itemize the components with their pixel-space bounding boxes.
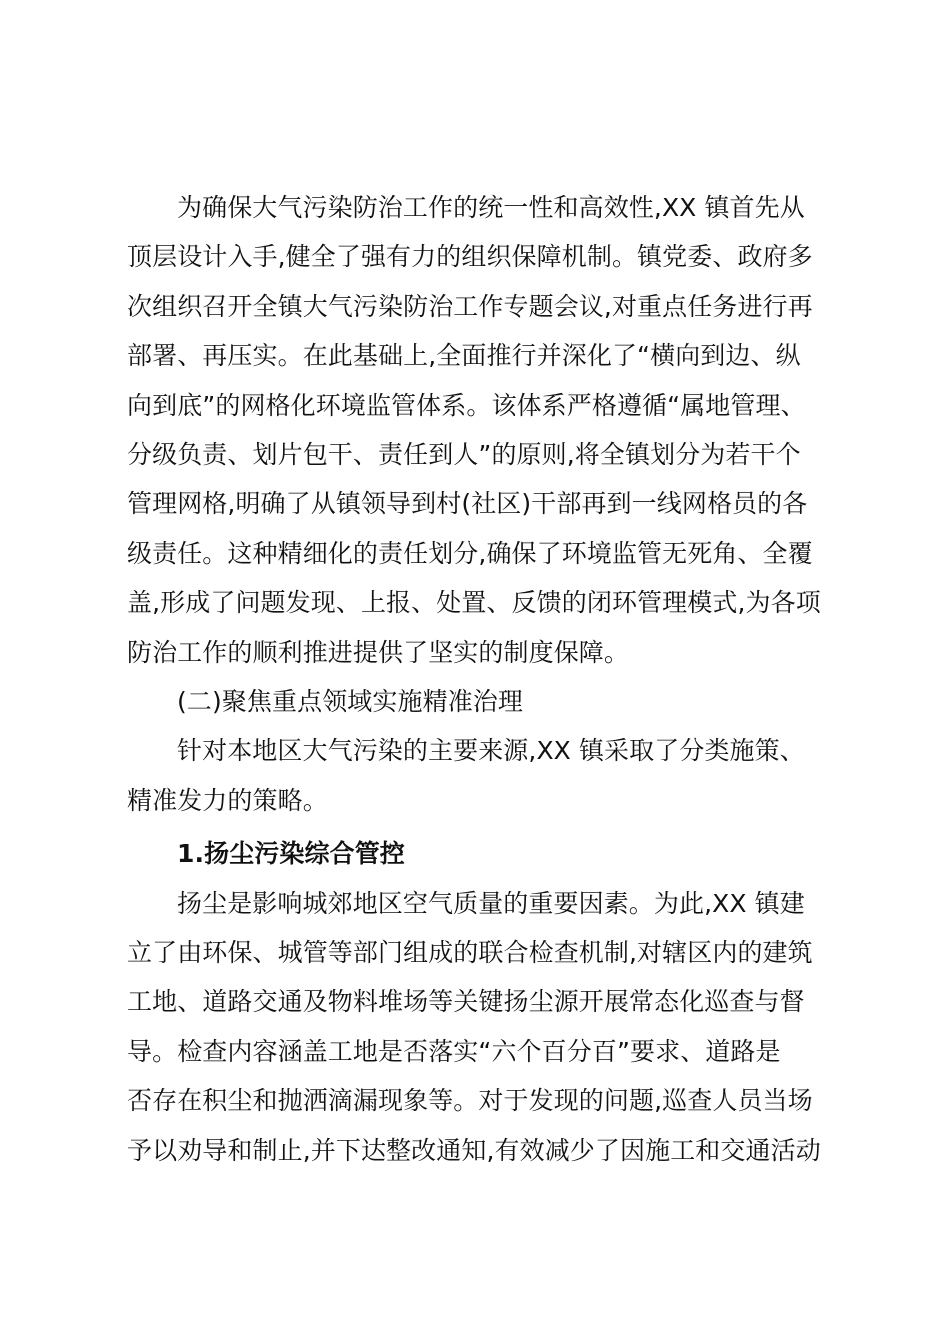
paragraph-line: 扬尘是影响城郊地区空气质量的重要因素。为此,XX 镇建 xyxy=(177,889,805,918)
paragraph-line: 为确保大气污染防治工作的统一性和高效性,XX 镇首先从 xyxy=(177,193,805,222)
paragraph-line: 分级负责、划片包干、责任到人”的原则,将全镇划分为若干个 xyxy=(127,440,801,469)
paragraph-line: 否存在积尘和抛洒滴漏现象等。对于发现的问题,巡查人员当场 xyxy=(127,1086,813,1115)
paragraph-line: 导。检查内容涵盖工地是否落实“六个百分百”要求、道路是 xyxy=(127,1037,781,1066)
paragraph-line: 盖,形成了问题发现、上报、处置、反馈的闭环管理模式,为各项 xyxy=(127,588,821,617)
paragraph-line: 次组织召开全镇大气污染防治工作专题会议,对重点任务进行再 xyxy=(127,292,813,321)
paragraph-line: 针对本地区大气污染的主要来源,XX 镇采取了分类施策、 xyxy=(177,736,805,765)
paragraph-line: 防治工作的顺利推进提供了坚实的制度保障。 xyxy=(127,638,630,667)
heading3-title: 1.扬尘污染综合管控 xyxy=(177,839,405,868)
paragraph-line: 部署、再压实。在此基础上,全面推行并深化了“横向到边、纵 xyxy=(127,341,801,370)
paragraph-line: 顶层设计入手,健全了强有力的组织保障机制。镇党委、政府多 xyxy=(127,242,813,271)
paragraph-line: 工地、道路交通及物料堆场等关键扬尘源开展常态化巡查与督 xyxy=(127,987,805,1016)
paragraph-line: 精准发力的策略。 xyxy=(127,786,328,815)
paragraph-line: 予以劝导和制止,并下达整改通知,有效减少了因施工和交通活动 xyxy=(127,1136,821,1165)
paragraph-line: 管理网格,明确了从镇领导到村(社区)干部再到一线网格员的各 xyxy=(127,489,808,518)
paragraph-line: 立了由环保、城管等部门组成的联合检查机制,对辖区内的建筑 xyxy=(127,938,813,967)
paragraph-line: 向到底”的网格化环境监管体系。该体系严格遵循“属地管理、 xyxy=(127,391,806,420)
paragraph-line: 级责任。这种精细化的责任划分,确保了环境监管无死角、全覆 xyxy=(127,539,813,568)
heading2-title: (二)聚焦重点领域实施精准治理 xyxy=(177,687,524,716)
